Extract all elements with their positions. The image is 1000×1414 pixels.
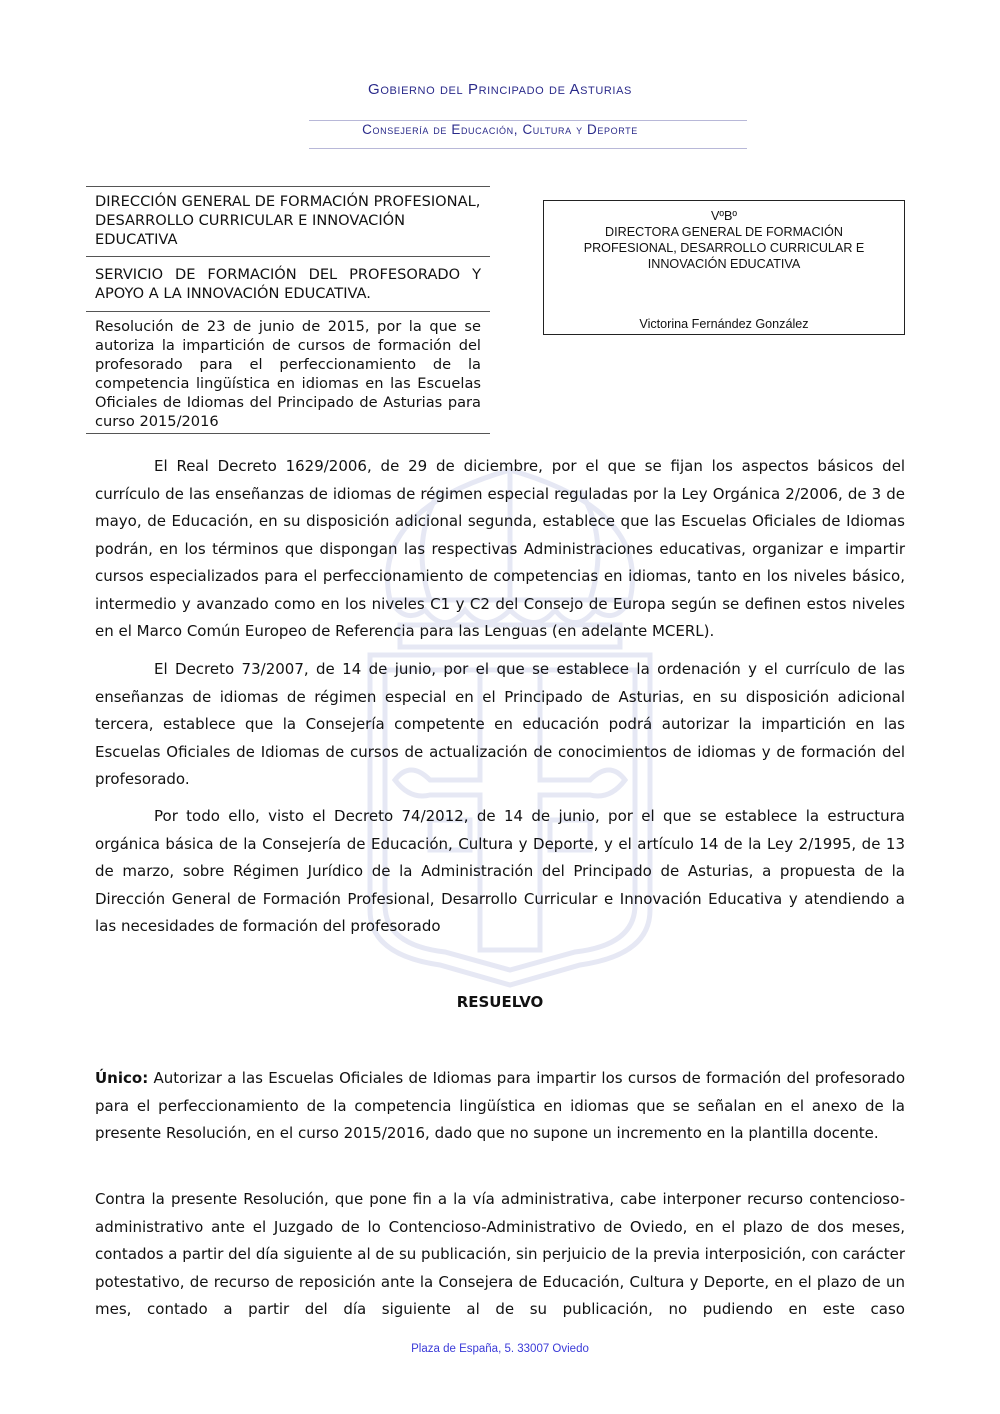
unico-label: Único: (95, 1069, 149, 1087)
approval-box (543, 200, 905, 335)
block-rule (86, 256, 490, 257)
department-header: Consejería de Educación, Cultura y Deporte (362, 122, 638, 137)
header-divider (309, 120, 747, 121)
body-paragraph-1: El Real Decreto 1629/2006, de 29 de diciembre, por el que se fijan los aspectos básicos del currículo de las enseñanzas de idiomas de régimen especial reguladas por la Ley Orgánica 2/2006, de 3 de mayo, de Educación, en su disposición adicional segunda, establece que las Escuelas Oficiales de Idiomas podrán, en los términos que dispongan las respectivas Administraciones educativas, organizar e impartir cursos especializados para el perfeccionamiento de competencias en idiomas, tanto en los niveles básico, intermedio y avanzado como en los niveles C1 y C2 del Consejo de Europa según se definen estos niveles en el Marco Común Europeo de Referencia para las Lenguas (en adelante MCERL). (95, 457, 905, 640)
block-rule (86, 433, 490, 434)
unico-paragraph (95, 1065, 905, 1148)
block-rule (86, 311, 490, 312)
signer-name: Victorina Fernández González (639, 317, 809, 331)
header-divider (309, 148, 747, 149)
appeal-paragraph: Contra la presente Resolución, que pone fin a la vía administrativa, cabe interponer recurso contencioso-administrativo ante el Juzgado de lo Contencioso-Administrativo de Oviedo, en el plazo de dos meses, contados a partir del día siguiente al de su publicación, sin perjuicio de la previa interposición, con carácter potestativo, de recurso de reposición ante la Consejera de Educación, Cultura y Deporte, en el plazo de un mes, contado a partir del día siguiente al de su publicación, no pudiendo en este caso (95, 1190, 905, 1318)
body-paragraph-3: Por todo ello, visto el Decreto 74/2012, de 14 de junio, por el que se establece la estructura orgánica básica de la Consejería de Educación, Cultura y Deporte, y el artículo 14 de la Ley 2/1995, de 13 de marzo, sobre Régimen Jurídico de la Administración del Principado de Asturias, a propuesta de la Dirección General de Formación Profesional, Desarrollo Curricular e Innovación Educativa y atendiendo a las necesidades de formación del profesorado (95, 807, 905, 935)
vobo-label: VºBº (711, 209, 737, 223)
direction-name: DIRECCIÓN GENERAL DE FORMACIÓN PROFESIONAL, DESARROLLO CURRICULAR E INNOVACIÓN EDUCATIVA (95, 193, 481, 248)
unico-text: Autorizar a las Escuelas Oficiales de Idiomas para impartir los cursos de formación del profesorado para el perfeccionamiento de la competencia lingüística en idiomas que se señalan en el anexo de la presente Resolución, en el curso 2015/2016, dado que no supone un incremento en la plantilla docente. (95, 1069, 905, 1142)
government-header: Gobierno del Principado de Asturias (368, 81, 632, 98)
body-paragraph-2: El Decreto 73/2007, de 14 de junio, por el que se establece la ordenación y el currículo de las enseñanzas de idiomas de régimen especial en el Principado de Asturias, en su disposición adicional tercera, establece que la Consejería competente en educación podrá autorizar la impartición en las Escuelas Oficiales de Idiomas de cursos de actualización de conocimientos de idiomas y de formación del profesorado. (95, 660, 905, 788)
resolution-subject: Resolución de 23 de junio de 2015, por la que se autoriza la impartición de cursos de formación del profesorado para el perfeccionamiento de la competencia lingüística en idiomas en las Escuelas Oficiales de Idiomas del Principado de Asturias para curso 2015/2016 (95, 318, 481, 430)
footer-address: Plaza de España, 5. 33007 Oviedo (411, 1343, 589, 1355)
signer-role: DIRECTORA GENERAL DE FORMACIÓN PROFESIONAL, DESARROLLO CURRICULAR E INNOVACIÓN EDUCATIVA (583, 225, 865, 271)
block-rule (86, 186, 490, 187)
service-name: SERVICIO DE FORMACIÓN DEL PROFESORADO Y APOYO A LA INNOVACIÓN EDUCATIVA. (95, 266, 481, 302)
resolve-title: RESUELVO (456, 993, 544, 1011)
